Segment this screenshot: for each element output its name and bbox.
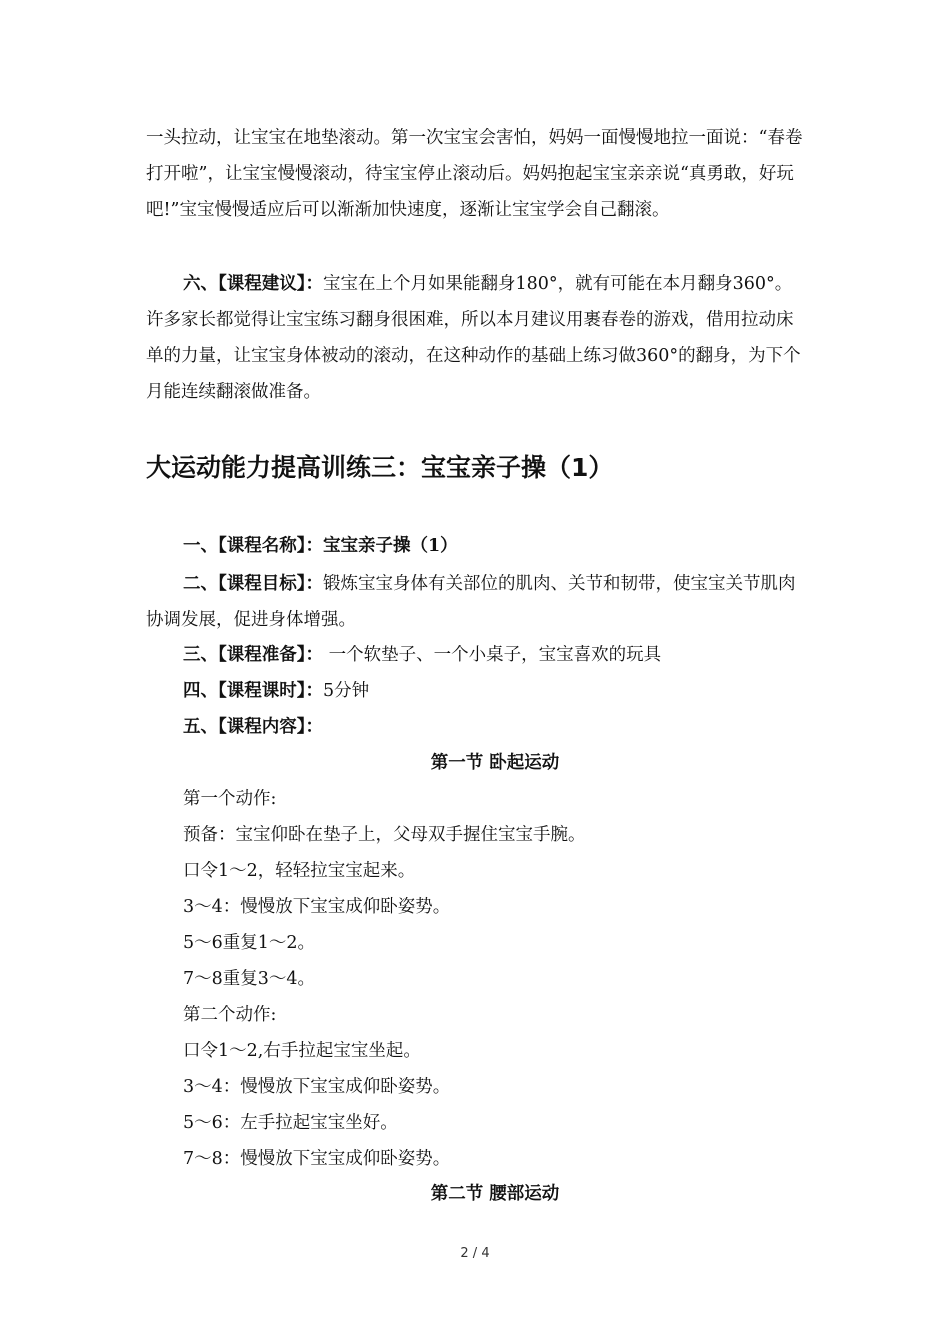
step-line: 预备：宝宝仰卧在垫子上，父母双手握住宝宝手腕。	[183, 825, 586, 845]
course-goal-paragraph	[146, 566, 806, 638]
step-line: 5～6：左手拉起宝宝坐好。	[183, 1113, 398, 1133]
course-advice-label: 六、【课程建议】：	[183, 274, 323, 294]
course-advice-text: 宝宝在上个月如果能翻身180°，就有可能在本月翻身360°。许多家长都觉得让宝宝练习翻身很困难，所以本月建议用裹春卷的游戏，借用拉动床单的力量，让宝宝身体被动的滚动，在这种动作的基础上练习做360°的翻身，为下个月能连续翻滚做准备。	[146, 274, 801, 402]
course-prep-label: 三、【课程准备】：	[183, 645, 323, 665]
course-time-label: 四、【课程课时】：	[183, 681, 323, 701]
course-time-text: 5分钟	[323, 681, 370, 701]
course-name-line	[183, 534, 458, 558]
course-time-line	[183, 679, 369, 703]
step-line: 5～6重复1～2。	[183, 933, 316, 953]
course-name-label: 一、【课程名称】：	[183, 536, 323, 556]
course-name: 宝宝亲子操（1）	[323, 536, 458, 556]
step-line: 7～8：慢慢放下宝宝成仰卧姿势。	[183, 1149, 451, 1169]
step-line: 口令1～2，轻轻拉宝宝起来。	[183, 861, 416, 881]
step-line: 3～4：慢慢放下宝宝成仰卧姿势。	[183, 897, 451, 917]
course-prep-text: 一个软垫子、一个小桌子，宝宝喜欢的玩具	[328, 645, 662, 665]
continued-paragraph: 一头拉动，让宝宝在地垫滚动。第一次宝宝会害怕，妈妈一面慢慢地拉一面说：“春卷打开啦”，让宝宝慢慢滚动，待宝宝停止滚动后。妈妈抱起宝宝亲亲说“真勇敢，好玩吧!”宝宝慢慢适应后可以渐渐加快速度，逐渐让宝宝学会自己翻滚。	[146, 128, 803, 220]
course-goal-label: 二、【课程目标】：	[183, 574, 323, 594]
step-line: 7～8重复3～4。	[183, 969, 316, 989]
course-goal-text: 锻炼宝宝身体有关部位的肌肉、关节和韧带，使宝宝关节肌肉协调发展，促进身体增强。	[146, 574, 796, 630]
page-number: 2 / 4	[460, 1246, 490, 1261]
section-title: 大运动能力提高训练三：宝宝亲子操（1）	[146, 453, 614, 482]
step-line: 口令1～2,右手拉起宝宝坐起。	[183, 1041, 421, 1061]
course-content-label: 五、【课程内容】：	[183, 717, 323, 737]
course-prep-line	[183, 643, 661, 667]
step-line: 第二个动作:	[183, 1005, 277, 1025]
course-advice-paragraph	[146, 266, 806, 410]
part2-title: 第二节 腰部运动	[430, 1184, 560, 1204]
step-line: 第一个动作:	[183, 789, 277, 809]
part1-title: 第一节 卧起运动	[430, 753, 560, 773]
step-line: 3～4：慢慢放下宝宝成仰卧姿势。	[183, 1077, 451, 1097]
